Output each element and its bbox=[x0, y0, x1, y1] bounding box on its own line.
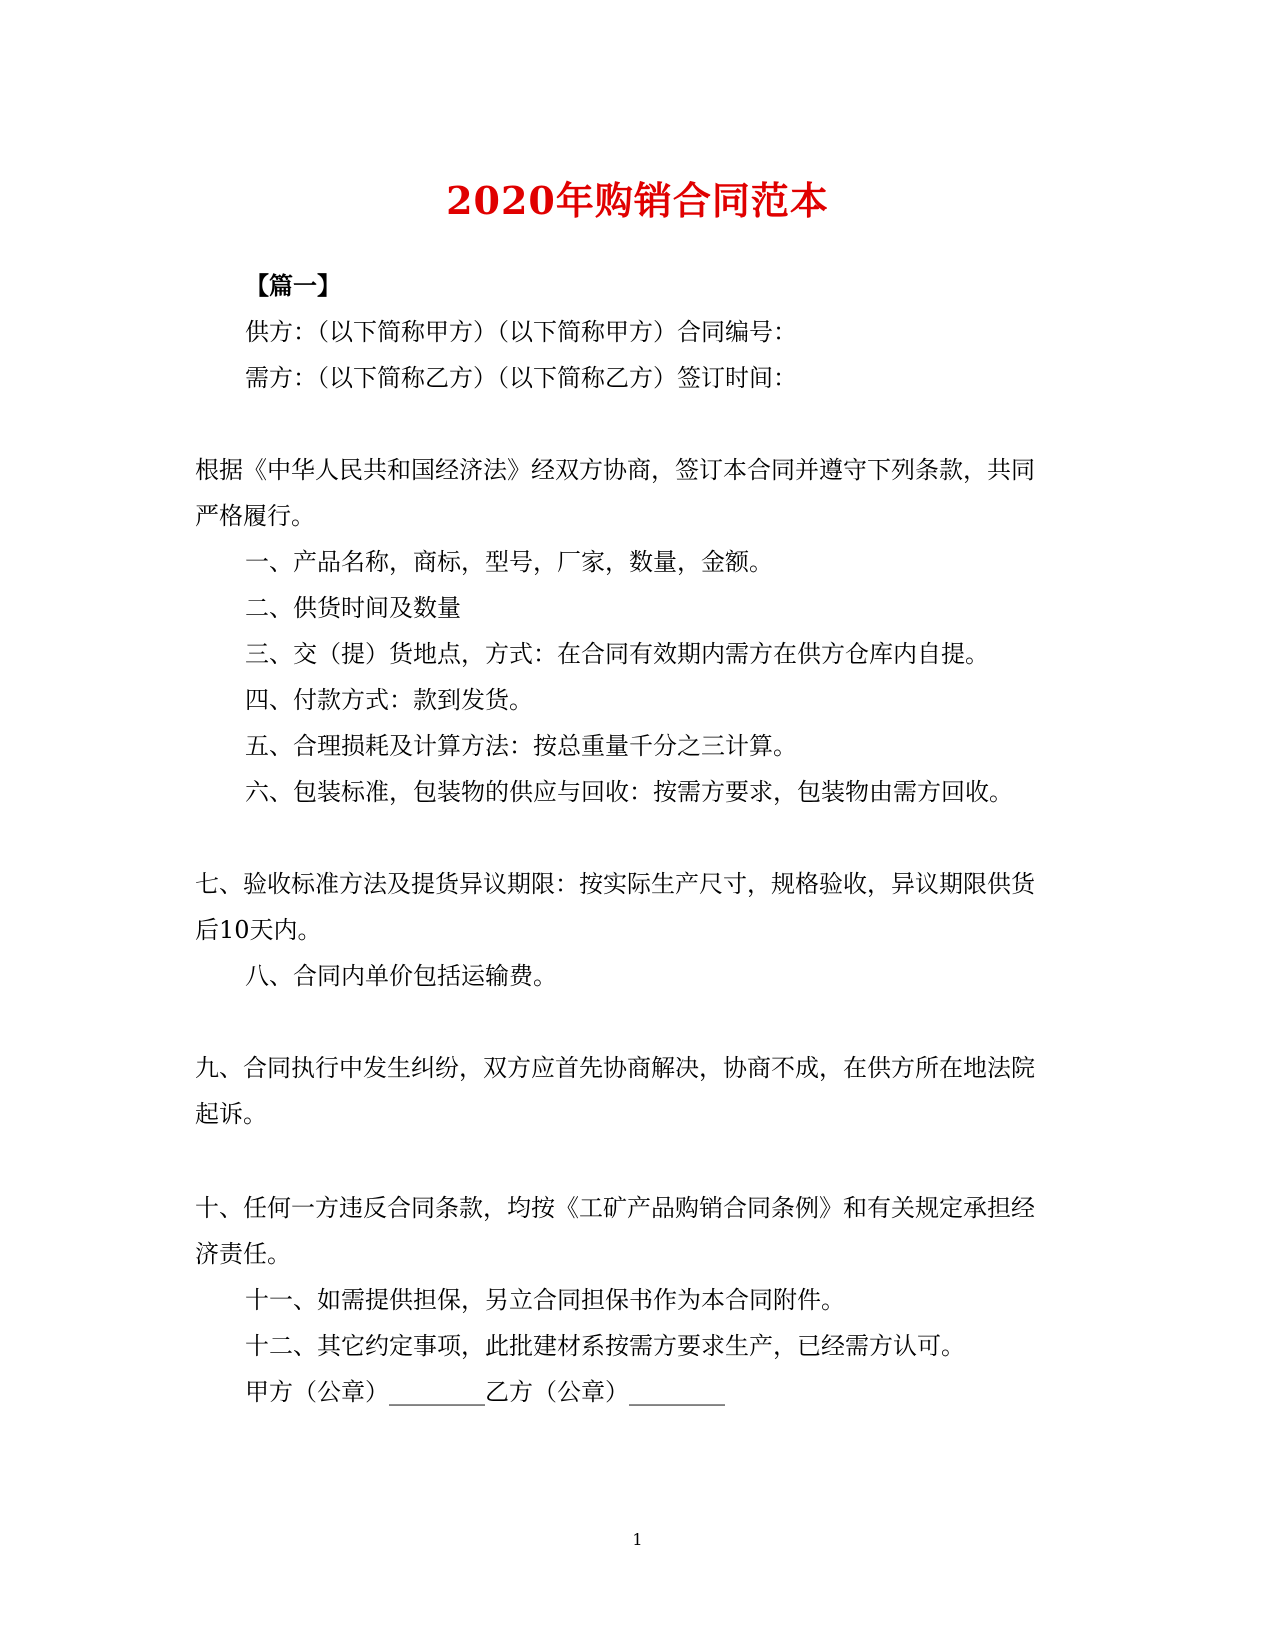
supplier-line: 供方：（以下简称甲方）（以下简称甲方）合同编号： bbox=[245, 318, 797, 346]
buyer-line: 需方：（以下简称乙方）（以下简称乙方）签订时间： bbox=[245, 364, 797, 392]
clause-8: 八、合同内单价包括运输费。 bbox=[245, 962, 557, 990]
preamble-line-2: 严格履行。 bbox=[195, 502, 315, 530]
clause-3: 三、交（提）货地点，方式：在合同有效期内需方在供方仓库内自提。 bbox=[245, 640, 989, 668]
section-label: 【篇一】 bbox=[245, 271, 341, 300]
clause-9-line-2: 起诉。 bbox=[195, 1100, 267, 1128]
clause-5: 五、合理损耗及计算方法：按总重量千分之三计算。 bbox=[245, 732, 797, 760]
clause-10-line-1: 十、任何一方违反合同条款，均按《工矿产品购销合同条例》和有关规定承担经 bbox=[195, 1194, 1035, 1222]
clause-7-line-2: 后10天内。 bbox=[195, 916, 322, 944]
clause-7-line-1: 七、验收标准方法及提货异议期限：按实际生产尺寸，规格验收，异议期限供货 bbox=[195, 870, 1035, 898]
page-number: 1 bbox=[632, 1530, 643, 1549]
clause-4: 四、付款方式：款到发货。 bbox=[245, 686, 533, 714]
clause-1: 一、产品名称，商标，型号，厂家，数量，金额。 bbox=[245, 548, 773, 576]
clause-2: 二、供货时间及数量 bbox=[245, 594, 461, 622]
clause-9-line-1: 九、合同执行中发生纠纷，双方应首先协商解决，协商不成，在供方所在地法院 bbox=[195, 1054, 1035, 1082]
clause-11: 十一、如需提供担保，另立合同担保书作为本合同附件。 bbox=[245, 1286, 845, 1314]
preamble-line-1: 根据《中华人民共和国经济法》经双方协商，签订本合同并遵守下列条款，共同 bbox=[195, 456, 1035, 484]
signature-line: 甲方（公章）________乙方（公章）________ bbox=[245, 1378, 725, 1406]
document-title: 2020年购销合同范本 bbox=[446, 178, 829, 223]
clause-6: 六、包装标准，包装物的供应与回收：按需方要求，包装物由需方回收。 bbox=[245, 778, 1013, 806]
clause-10-line-2: 济责任。 bbox=[195, 1240, 291, 1268]
clause-12: 十二、其它约定事项，此批建材系按需方要求生产，已经需方认可。 bbox=[245, 1332, 965, 1360]
